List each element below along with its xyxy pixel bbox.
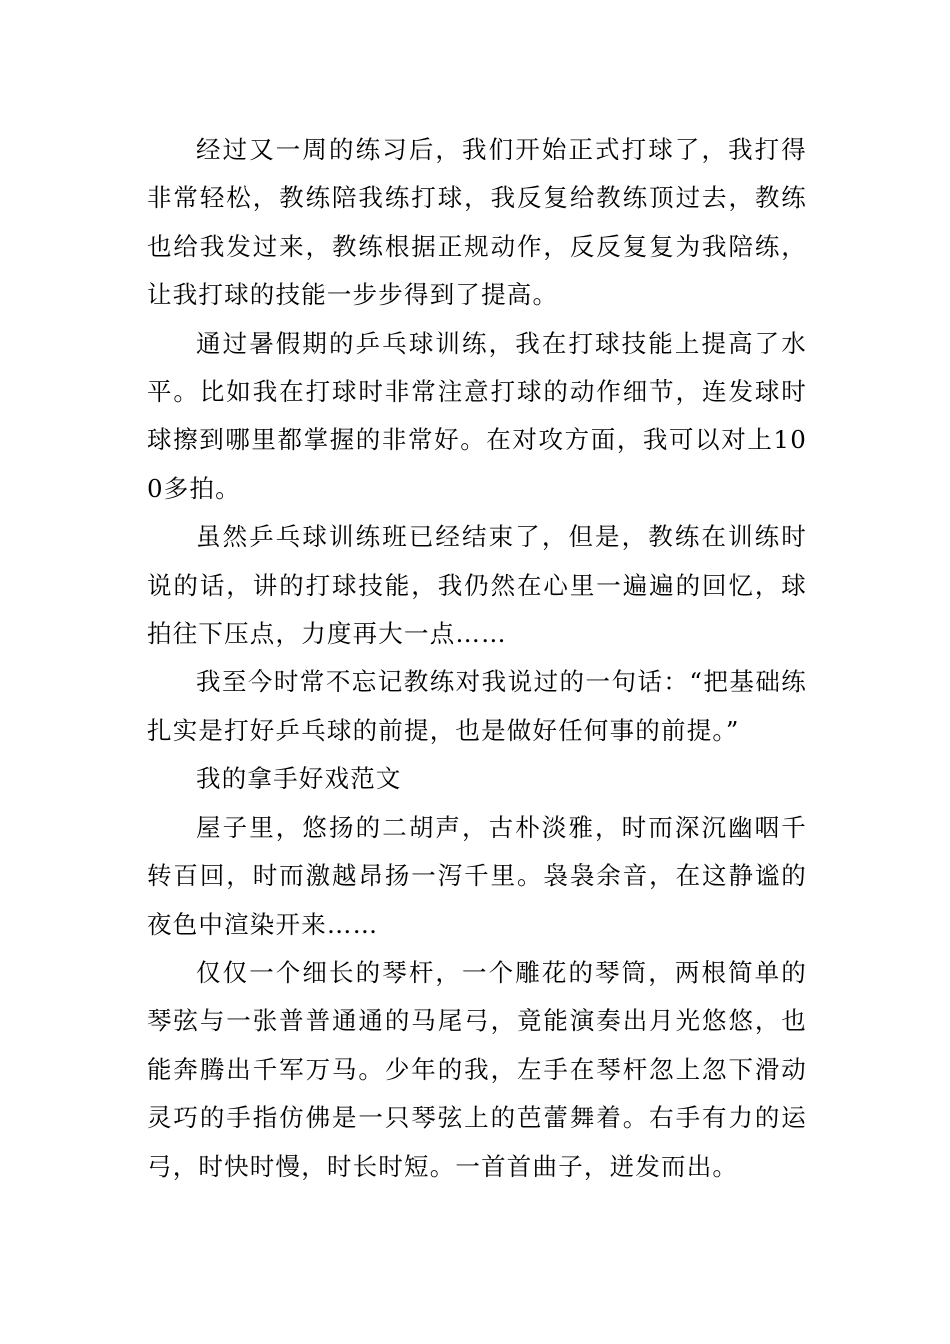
section-title: 我的拿手好戏范文 (196, 764, 402, 794)
paragraph-6: 仅仅一个细长的琴杆，一个雕花的琴筒，两根简单的琴弦与一张普普通通的马尾弓，竟能演奏出月光悠悠，也能奔腾出千军万马。少年的我，左手在琴杆忽上忽下滑动灵巧的手指仿佛是一只琴弦上的芭蕾舞着。右手有力的运弓，时快时慢，时长时短。一首首曲子，迸发而出。 (147, 957, 807, 1181)
document-body (147, 126, 807, 1191)
paragraph-2: 通过暑假期的乒乓球训练，我在打球技能上提高了水平。比如我在打球时非常注意打球的动作细节，连发球时球擦到哪里都掌握的非常好。在对攻方面，我可以对上100多拍。 (147, 328, 807, 503)
paragraph-1: 经过又一周的练习后，我们开始正式打球了，我打得非常轻松，教练陪我练打球，我反复给教练顶过去，教练也给我发过来，教练根据正规动作，反反复复为我陪练，让我打球的技能一步步得到了提高。 (147, 135, 807, 310)
paragraph-3: 虽然乒乓球训练班已经结束了，但是，教练在训练时说的话，讲的打球技能，我仍然在心里一遍遍的回忆，球拍往下压点，力度再大一点…… (147, 522, 807, 649)
paragraph-4: 我至今时常不忘记教练对我说过的一句话：“把基础练扎实是打好乒乓球的前提，也是做好任何事的前提。” (147, 667, 807, 745)
paragraph-5: 屋子里，悠扬的二胡声，古朴淡雅，时而深沉幽咽千转百回，时而激越昂扬一泻千里。袅袅余音，在这静谧的夜色中渲染开来…… (147, 812, 807, 939)
